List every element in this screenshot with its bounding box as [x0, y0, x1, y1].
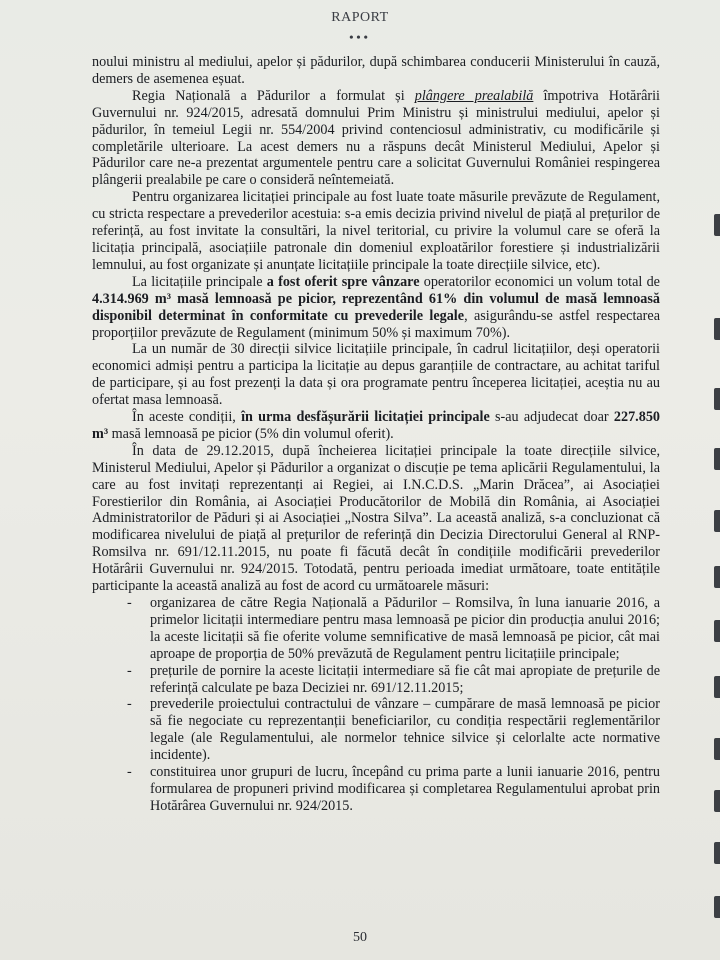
text-run: împotriva Hotărârii Guvernului nr. 924/2015, adresată domnului Prim Ministru și ministrului mediului, apelor și pădurilor, în temeiul Legii nr. 554/2004 privind contenciosul administrativ, cu modificările și completările ulterioare. La acest demers nu a răspuns decât Ministerul Mediului, Apelor și Pădurilor care ne-a prezentat argumentele pentru care a solicitat Guvernului României respingerea plângerii prealabile pe care o consideră neîntemeiată.: [92, 87, 660, 189]
list-item: [92, 764, 660, 815]
binder-ring: [714, 738, 720, 760]
paragraph: [92, 88, 660, 189]
text-run: Regia Națională a Pădurilor a formulat și: [132, 87, 415, 104]
list-item-text: constituirea unor grupuri de lucru, începând cu prima parte a lunii ianuarie 2016, pentru formularea de propuneri privind modificarea și completarea Regulamentului aprobat prin Hotărârea Guvernului nr. 924/2015.: [150, 764, 660, 814]
text-run: s-au adjudecat doar: [489, 409, 614, 426]
text-run: operatorilor economici un volum total de: [419, 273, 660, 290]
binder-ring: [714, 566, 720, 588]
paragraph: [92, 409, 660, 443]
paragraph: noului ministru al mediului, apelor și pădurilor, după schimbarea conducerii Ministerului în cauză, demers de asemenea eșuat.: [92, 54, 660, 87]
bold-text: 4.314.969 m³ masă lemnoasă pe picior, reprezentând 61% din volumul de masă lemnoasă disponibil determinat în conformitate cu prevederile legale: [92, 290, 660, 324]
binder-ring: [714, 318, 720, 340]
dash-bullet: -: [127, 662, 132, 679]
binder-ring: [714, 620, 720, 642]
binder-ring: [714, 790, 720, 812]
underlined-term: plângere prealabilă: [414, 87, 534, 104]
list-item-text: organizarea de către Regia Națională a Pădurilor – Romsilva, în luna ianuarie 2016, a primelor licitații intermediare pentru masa lemnoasă pe picior din producția anului 2016; la aceste licitații să fie oferite volume semnificative de masă lemnoasă pe picior, cât mai aproape de proporția de 50% prevăzută de Regulament pentru licitațiile principale;: [150, 595, 660, 662]
bold-text: 227.850 m³: [92, 409, 660, 442]
text-run: În aceste condiții,: [132, 409, 242, 426]
binder-ring: [714, 676, 720, 698]
binder-ring: [714, 842, 720, 864]
list-item: [92, 696, 660, 764]
list-item-text: prețurile de pornire la aceste licitații intermediare să fie cât mai apropiate de prețurile de referință calculate pe baza Deciziei nr. 691/12.11.2015;: [150, 662, 660, 696]
paragraph: La un număr de 30 direcții silvice licitațiile principale, în cadrul licitațiilor, deși operatorii economici admiși pentru a participa la licitație au depus garanțiile de contractare, au achitat tariful de participare, și au fost prezenți la data și ora programate pentru începerea licitației, aceștia nu au ofertat masa lemnoasă.: [92, 341, 660, 409]
list-item: [92, 595, 660, 663]
list-item-text: prevederile proiectului contractului de vânzare – cumpărare de masă lemnoasă pe picior să fie negociate cu reprezentanții beneficiarilor, cu condiția respectării reglementărilor legale (ale Regulamentului, ale normelor tehnice silvice și celorlalte acte normative incidente).: [150, 696, 660, 764]
text-run: La licitațiile principale: [132, 273, 267, 290]
body-text: [92, 54, 660, 815]
paragraph: [92, 274, 660, 342]
binder-ring: [714, 448, 720, 470]
measures-list: [92, 595, 660, 815]
page-number: 50: [353, 930, 367, 945]
bold-text: în urma desfășurării licitației principale: [241, 409, 490, 426]
list-item: [92, 663, 660, 697]
report-header-title: RAPORT: [331, 10, 389, 25]
header-ornament: •••: [349, 30, 371, 44]
dash-bullet: -: [127, 764, 132, 781]
binder-ring: [714, 896, 720, 918]
paragraph: Pentru organizarea licitației principale au fost luate toate măsurile prevăzute de Regulament, cu stricta respectare a prevederilor acestuia: s-a emis decizia privind nivelul de piață al prețurilor de referință, au fost invitate la consultări, la nivel teritorial, cu privire la volumul care se oferă la licitația principală, asociațiile patronale din domeniul exploatărilor forestiere și industrializării lemnului, au fost organizate și anunțate licitațiile principale la toate direcțiile silvice, etc).: [92, 189, 660, 273]
bold-text: a fost oferit spre vânzare: [266, 273, 420, 290]
dash-bullet: -: [127, 595, 132, 611]
dash-bullet: -: [127, 696, 132, 713]
text-run: , asigurându-se astfel respectarea proporțiilor prevăzute de Regulament (minimum 50% și maximum 70%).: [92, 307, 660, 341]
paragraph: În data de 29.12.2015, după încheierea licitației principale la toate direcțiile silvice, Ministerul Mediului, Apelor și Pădurilor a organizat o discuție pe tema aplicării Regulamentului, la care au fost invitați reprezentanți ai Regiei, ai I.N.C.D.S. „Marin Drăcea”, ai Asociației Forestierilor din România, ai Asociației Producătorilor de Mobilă din România, ai Asociației Administratorilor de Păduri și ai Asociației „Nostra Silva”. La această analiză, s-a concluzionat că modificarea nivelului de piață al prețurilor de referință din Decizia Directorului General al RNP-Romsilva nr. 691/12.11.2015, nu poate fi făcută decât în condițiile modificării prevederilor Hotărârii Guvernului nr. 924/2015. Totodată, pentru perioada imediat următoare, toate entitățile participante la această analiză au fost de acord cu următoarele măsuri:: [92, 442, 660, 595]
binder-ring: [714, 214, 720, 236]
text-run: masă lemnoasă pe picior (5% din volumul oferit).: [108, 425, 394, 442]
binder-ring: [714, 510, 720, 532]
binder-ring: [714, 388, 720, 410]
